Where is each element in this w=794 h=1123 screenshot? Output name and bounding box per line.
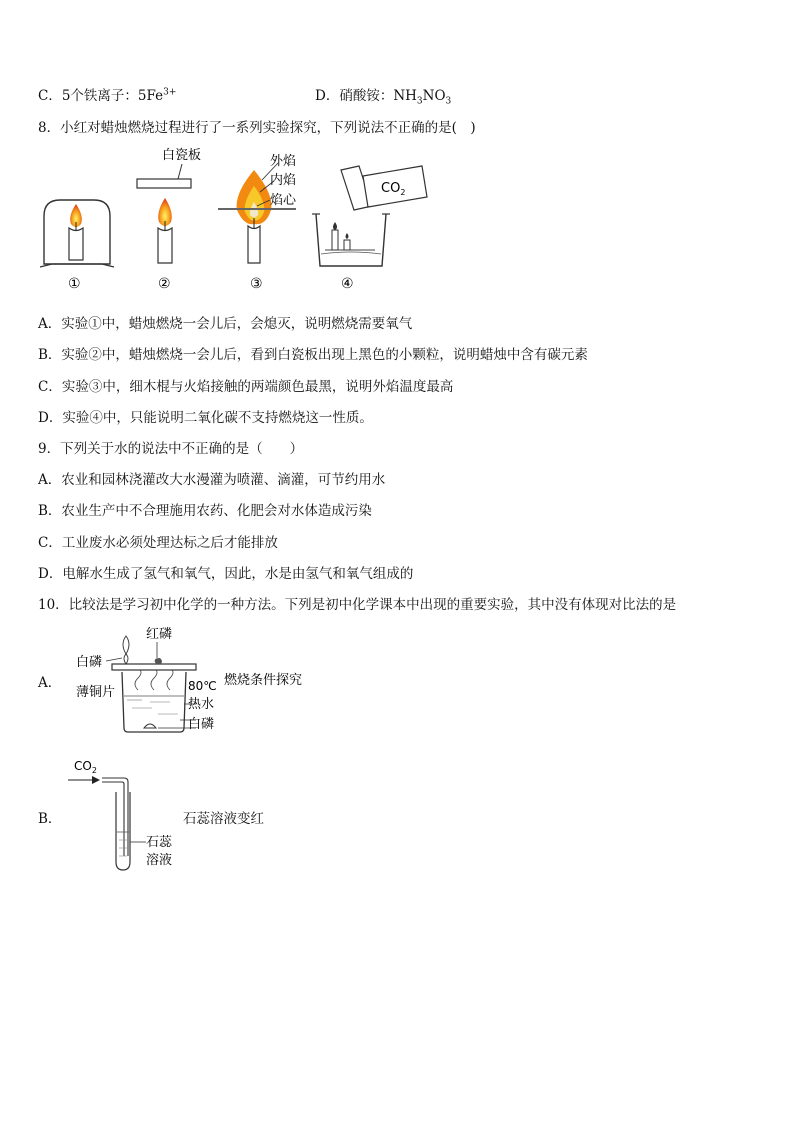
option-a-caption: 燃烧条件探究	[224, 673, 303, 688]
q10-stem: 10．比较法是学习初中化学的一种方法。下列是初中化学课本中出现的重要实验，其中没有体现对比法的是	[38, 597, 677, 613]
label-red-phosphorus: 红磷	[146, 627, 173, 642]
option-b-caption: 石蕊溶液变红	[183, 811, 264, 827]
label-co2-b: $CO_2$	[74, 759, 97, 775]
label-flame-core: 焰心	[270, 193, 297, 208]
label-litmus-1: 石蕊	[146, 835, 173, 850]
experiment-1-bell-jar	[40, 200, 114, 267]
label-plate: 白瓷板	[162, 148, 202, 163]
q10-option-a-letter: A．	[38, 675, 62, 691]
q8-option-b: B．实验②中，蜡烛燃烧一会儿后，看到白瓷板出现上黑色的小颗粒，说明蜡烛中含有碳元素	[38, 347, 588, 363]
label-copper-sheet: 薄铜片	[76, 685, 116, 700]
q9-option-c: C．工业废水必须处理达标之后才能排放	[38, 535, 278, 551]
q7-option-d: D．硝酸铵：$NH_3NO_3$	[315, 88, 452, 107]
label-litmus-2: 溶液	[146, 853, 173, 868]
label-temperature: 80℃	[188, 679, 217, 693]
q9-option-b: B．农业生产中不合理施用农药、化肥会对水体造成污染	[38, 503, 372, 519]
num-3: ③	[250, 276, 263, 292]
num-4: ④	[341, 276, 354, 292]
q10-option-b-letter: B．	[38, 811, 62, 827]
label-co2: $CO_2$	[381, 181, 406, 197]
label-hot-water: 热水	[188, 697, 215, 712]
experiment-4-co2-beaker	[312, 166, 427, 266]
label-white-phosphorus-bottom: 白磷	[188, 717, 215, 732]
q9-stem: 9．下列关于水的说法中不正确的是（ ）	[38, 441, 304, 457]
label-inner-flame: 内焰	[270, 173, 297, 188]
label-white-phosphorus-top: 白磷	[76, 655, 103, 670]
q8-option-a: A．实验①中，蜡烛燃烧一会儿后，会熄灭，说明燃烧需要氧气	[38, 316, 413, 332]
label-outer-flame: 外焰	[270, 154, 297, 169]
q10-option-a-figure	[72, 624, 332, 736]
q8-stem: 8．小红对蜡烛燃烧过程进行了一系列实验探究，下列说法不正确的是( )	[38, 120, 476, 136]
q7-option-c: C．5个铁离子：$5Fe^{3+}$	[38, 87, 177, 104]
num-2: ②	[158, 276, 171, 292]
q8-option-d: D．实验④中，只能说明二氧化碳不支持燃烧这一性质。	[38, 410, 373, 426]
q8-option-c: C．实验③中，细木棍与火焰接触的两端颜色最黑，说明外焰温度最高	[38, 379, 454, 395]
q8-figure	[38, 142, 458, 294]
num-1: ①	[68, 276, 81, 292]
experiment-2-plate	[137, 164, 191, 263]
q9-option-d: D．电解水生成了氢气和氧气，因此，水是由氢气和氧气组成的	[38, 566, 414, 582]
q9-option-a: A．农业和园林浇灌改大水漫灌为喷灌、滴灌，可节约用水	[38, 472, 386, 488]
